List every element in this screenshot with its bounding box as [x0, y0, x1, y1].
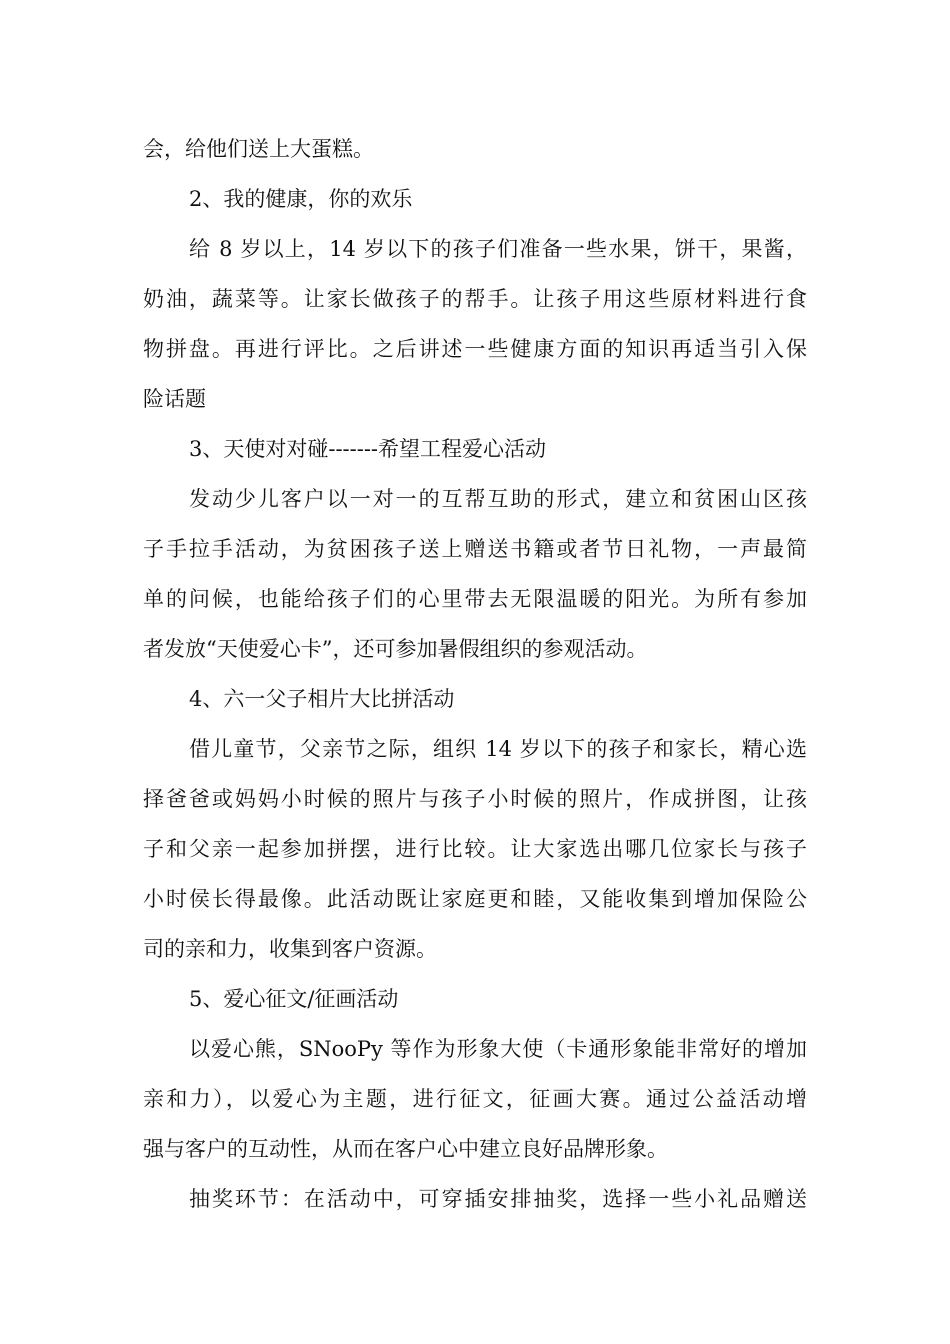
- document-body: [143, 124, 807, 1224]
- text-line: 司的亲和力，收集到客户资源。: [143, 937, 437, 961]
- section-heading: 2、我的健康，你的欢乐: [189, 187, 413, 211]
- text-line: 会，给他们送上大蛋糕。: [143, 137, 374, 161]
- section-heading: 3、天使对对碰-------希望工程爱心活动: [189, 437, 547, 461]
- text-line: 者发放“天使爱心卡”，还可参加暑假组织的参观活动。: [143, 637, 648, 661]
- text-line: 抽奖环节：在活动中，可穿插安排抽奖，选择一些小礼品赠送: [189, 1187, 807, 1211]
- text-line: 险话题: [143, 387, 206, 411]
- section-heading: 5、爱心征文/征画活动: [189, 987, 399, 1011]
- section-heading: 4、六一父子相片大比拼活动: [189, 687, 455, 711]
- text-line: 物拼盘。再进行评比。之后讲述一些健康方面的知识再适当引入保: [143, 337, 807, 361]
- text-line: 借儿童节，父亲节之际，组织 14 岁以下的孩子和家长，精心选: [189, 737, 807, 761]
- text-line: 发动少儿客户以一对一的互帮互助的形式，建立和贫困山区孩: [189, 487, 807, 511]
- text-line: 小时侯长得最像。此活动既让家庭更和睦，又能收集到增加保险公: [143, 887, 807, 911]
- text-line: 给 8 岁以上，14 岁以下的孩子们准备一些水果，饼干，果酱，: [189, 237, 807, 261]
- text-line: 子手拉手活动，为贫困孩子送上赠送书籍或者节日礼物，一声最简: [143, 537, 807, 561]
- text-line: 奶油，蔬菜等。让家长做孩子的帮手。让孩子用这些原材料进行食: [143, 287, 807, 311]
- text-line: 子和父亲一起参加拼摆，进行比较。让大家选出哪几位家长与孩子: [143, 837, 807, 861]
- text-line: 强与客户的互动性，从而在客户心中建立良好品牌形象。: [143, 1137, 668, 1161]
- text-line: 以爱心熊，SNooPy 等作为形象大使（卡通形象能非常好的增加: [189, 1037, 807, 1061]
- text-line: 择爸爸或妈妈小时候的照片与孩子小时候的照片，作成拼图，让孩: [143, 787, 807, 811]
- text-line: 单的问候，也能给孩子们的心里带去无限温暖的阳光。为所有参加: [143, 587, 807, 611]
- text-line: 亲和力），以爱心为主题，进行征文，征画大赛。通过公益活动增: [143, 1087, 807, 1111]
